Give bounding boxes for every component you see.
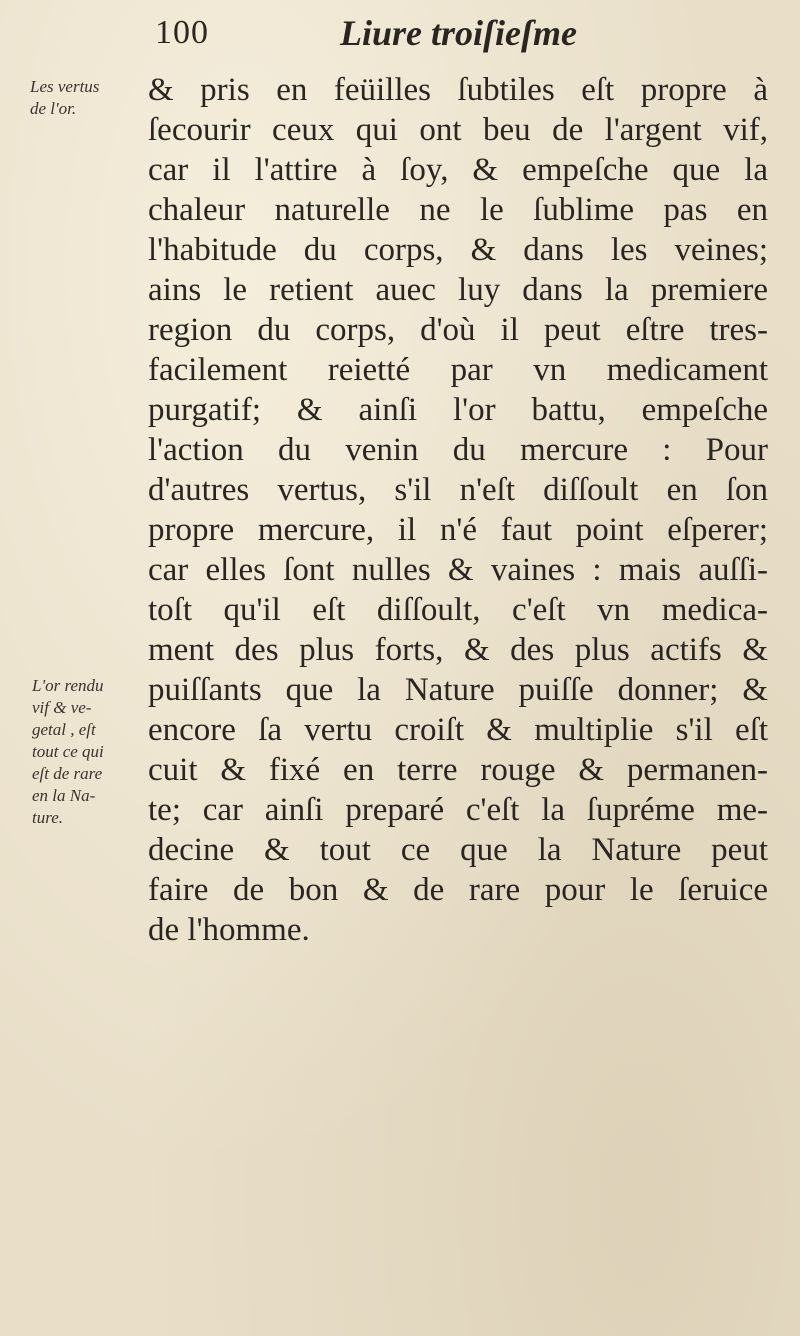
running-title: Liure troiſieſme (340, 13, 577, 53)
text-line: ains le retient auec luy dans la premiere (148, 272, 768, 308)
text-line: l'action du venin du mercure : Pour (148, 432, 768, 468)
page-header (155, 12, 755, 56)
margin-note-virtues-of-gold (30, 76, 145, 120)
text-line: l'habitude du corps, & dans les veines; (148, 232, 768, 268)
text-line: puiſſants que la Nature puiſſe donner; & (148, 672, 768, 708)
text-line: car il l'attire à ſoy, & empeſche que la (148, 152, 768, 188)
text-line: purgatif; & ainſi l'or battu, empeſche (148, 392, 768, 428)
text-line: facilement reietté par vn medicament (148, 352, 768, 388)
margin-note-line: tout ce qui (32, 742, 104, 761)
text-line: propre mercure, il n'é faut point eſperer; (148, 512, 768, 548)
margin-note-line: ture. (32, 808, 64, 827)
text-line: & pris en feüilles ſubtiles eſt propre à (148, 72, 768, 108)
margin-note-line: vif & ve- (32, 698, 92, 717)
margin-note-line: L'or rendu (32, 676, 104, 695)
text-line: chaleur naturelle ne le ſublime pas en (148, 192, 768, 228)
text-line: toſt qu'il eſt diſſoult, c'eſt vn medica- (148, 592, 768, 628)
text-line: ment des plus forts, & des plus actifs & (148, 632, 768, 668)
text-line: te; car ainſi preparé c'eſt la ſupréme me- (148, 792, 768, 828)
page-number: 100 (155, 14, 209, 51)
text-line: decine & tout ce que la Nature peut (148, 832, 768, 868)
text-line: faire de bon & de rare pour le ſeruice (148, 872, 768, 908)
margin-note-potable-gold (32, 675, 147, 829)
margin-note-line: eſt de rare (32, 764, 103, 783)
margin-note-line: de l'or. (30, 99, 77, 118)
margin-note-line: Les vertus (30, 77, 100, 96)
text-line: cuit & fixé en terre rouge & permanen- (148, 752, 768, 788)
text-line: car elles ſont nulles & vaines : mais auſſi- (148, 552, 768, 588)
text-line: ſecourir ceux qui ont beu de l'argent vif, (148, 112, 768, 148)
margin-note-line: en la Na- (32, 786, 96, 805)
text-line: d'autres vertus, s'il n'eſt diſſoult en ſon (148, 472, 768, 508)
body-text (148, 70, 768, 950)
text-line: de l'homme. (148, 912, 310, 948)
margin-note-line: getal , eſt (32, 720, 96, 739)
text-line: region du corps, d'où il peut eſtre tres- (148, 312, 768, 348)
text-line: encore ſa vertu croiſt & multiplie s'il eſt (148, 712, 768, 748)
